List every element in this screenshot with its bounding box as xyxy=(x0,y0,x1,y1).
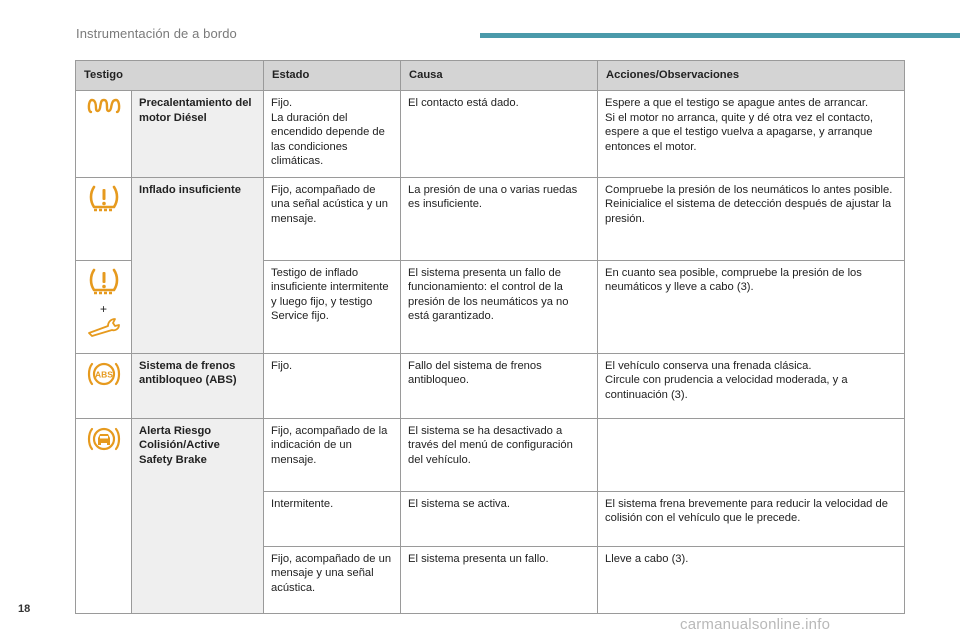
estado-cell: Fijo, acompañado de la indicación de un mensaje. xyxy=(264,418,401,491)
icon-cell xyxy=(76,353,132,418)
plus-sign: + xyxy=(99,302,107,316)
page-header-title: Instrumentación de a bordo xyxy=(76,26,237,41)
estado-cell: Fijo, acompañado de una señal acústica y un mensaje. xyxy=(264,177,401,260)
column-header-testigo: Testigo xyxy=(76,61,264,91)
estado-cell: Testigo de inflado insuficiente intermitente y luego fijo, y testigo Service fijo. xyxy=(264,260,401,353)
table-header-row xyxy=(76,61,905,91)
acciones-cell: Espere a que el testigo se apague antes de arrancar. Si el motor no arranca, quite y dé otra vez el contacto, espere a que el testigo vuelva a apagarse, y arranque entonces el motor. xyxy=(598,91,905,178)
causa-cell: Fallo del sistema de frenos antibloqueo. xyxy=(401,353,598,418)
svg-text:ABS: ABS xyxy=(94,369,113,379)
warning-name: Sistema de frenos antibloqueo (ABS) xyxy=(132,353,264,418)
preheater-coil-icon xyxy=(87,96,121,116)
column-header-causa: Causa xyxy=(401,61,598,91)
warning-name: Inflado insuficiente xyxy=(132,177,264,353)
acciones-cell: En cuanto sea posible, compruebe la presión de los neumáticos y lleve a cabo (3). xyxy=(598,260,905,353)
abs-icon xyxy=(87,359,121,389)
causa-cell: El sistema se ha desactivado a través del menú de configuración del vehículo. xyxy=(401,418,598,491)
table-row xyxy=(76,177,905,260)
header-accent-bar xyxy=(480,33,960,38)
acciones-cell: Lleve a cabo (3). xyxy=(598,546,905,613)
estado-cell: Fijo, acompañado de un mensaje y una señal acústica. xyxy=(264,546,401,613)
service-wrench-icon xyxy=(86,317,122,337)
estado-cell: Intermitente. xyxy=(264,491,401,546)
causa-cell: El sistema presenta un fallo. xyxy=(401,546,598,613)
collision-alert-icon xyxy=(87,424,121,454)
warning-name: Alerta Riesgo Colisión/Active Safety Brake xyxy=(132,418,264,613)
acciones-cell xyxy=(598,418,905,491)
causa-cell: El sistema presenta un fallo de funcionamiento: el control de la presión de los neumáticos ya no está garantizado. xyxy=(401,260,598,353)
icon-cell xyxy=(76,418,132,613)
icon-cell xyxy=(76,177,132,260)
tyre-pressure-icon xyxy=(88,183,120,213)
column-header-estado: Estado xyxy=(264,61,401,91)
tyre-pressure-icon xyxy=(88,266,120,296)
table-row xyxy=(76,91,905,178)
table-row xyxy=(76,418,905,491)
page-number: 18 xyxy=(18,603,31,615)
icon-cell xyxy=(76,91,132,178)
watermark: carmanualsonline.info xyxy=(680,616,831,633)
causa-cell: El contacto está dado. xyxy=(401,91,598,178)
warning-name: Precalentamiento del motor Diésel xyxy=(132,91,264,178)
acciones-cell: El vehículo conserva una frenada clásica. Circule con prudencia a velocidad moderada, y a continuación (3). xyxy=(598,353,905,418)
causa-cell: El sistema se activa. xyxy=(401,491,598,546)
acciones-cell: Compruebe la presión de los neumáticos lo antes posible. Reinicialice el sistema de detección después de ajustar la presión. xyxy=(598,177,905,260)
estado-cell: Fijo. xyxy=(264,353,401,418)
estado-cell: Fijo. La duración del encendido depende de las condiciones climáticas. xyxy=(264,91,401,178)
acciones-cell: El sistema frena brevemente para reducir la velocidad de colisión con el vehículo que le precede. xyxy=(598,491,905,546)
column-header-acciones: Acciones/Observaciones xyxy=(598,61,905,91)
icon-cell xyxy=(76,260,132,353)
warning-lights-table xyxy=(75,60,905,614)
table-row xyxy=(76,353,905,418)
causa-cell: La presión de una o varias ruedas es insuficiente. xyxy=(401,177,598,260)
